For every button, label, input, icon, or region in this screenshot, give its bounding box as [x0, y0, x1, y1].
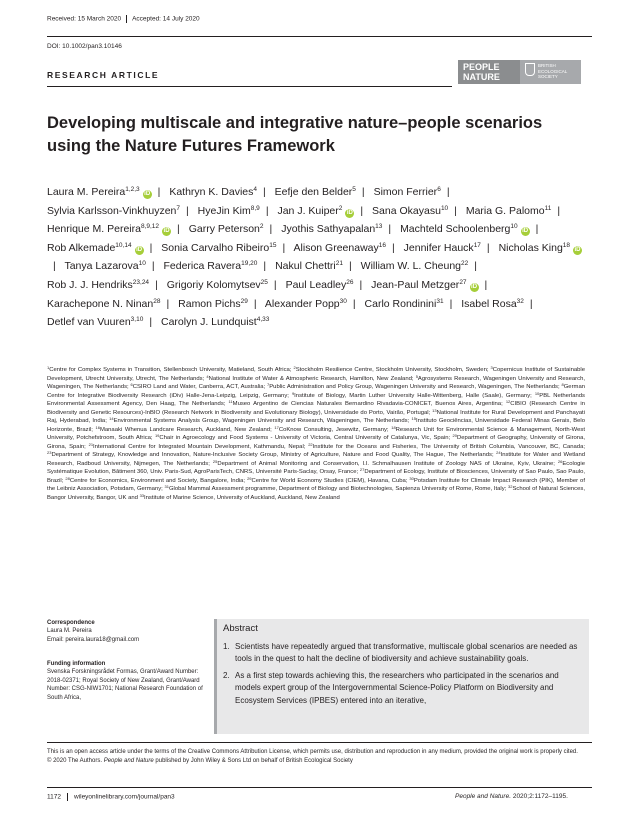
- funding-block: [47, 660, 207, 702]
- abstract-item-text: Scientists have repeatedly argued that transformative, multiscale global scenarios are needed as tools in the quest to halt the decline of biodiversity and achieve sustainability goals.: [235, 642, 578, 664]
- affiliation-text: Museo Argentino de Ciencias Naturales Bernardino Rivadavia-CONICET, Buenos Aires, Argentina;: [232, 401, 506, 407]
- abstract-item-text: As a first step towards achieving this, the researchers who participated in the scenarios and models expert group of the Intergovernmental Science-Policy Platform on Biodiversity and Ecosystem Services (IPBES) entered into an iterative,: [235, 670, 559, 705]
- author-name-text: William W. L. Cheung: [360, 260, 462, 273]
- author-separator: |: [454, 204, 457, 217]
- affiliation-text: Stockholm Resilience Centre, Stockholm University, Stockholm, Sweden;: [295, 367, 491, 373]
- affiliation-text: National Institute of Water & Atmospheric Research, Hamilton, New Zealand;: [208, 375, 416, 382]
- society-shield-icon: [525, 63, 535, 76]
- abstract-item: [223, 670, 583, 707]
- affiliation-number: 23: [47, 450, 52, 455]
- author-name-text: Maria G. Palomo: [465, 204, 545, 217]
- author-affiliation-ref: 13: [375, 223, 383, 231]
- author-name: [365, 298, 444, 310]
- author-affiliation-ref: 10,14: [115, 241, 132, 249]
- author-separator: |: [269, 223, 273, 236]
- author-name-text: Grigoriy Kolomytsev: [166, 278, 261, 291]
- author-separator: |: [253, 297, 257, 310]
- affiliation-number: 29: [247, 475, 252, 481]
- affiliation-number: 15: [411, 416, 416, 421]
- author-affiliation-ref: 3,10: [130, 316, 144, 324]
- author-affiliation-ref: 8,9,12: [140, 223, 160, 231]
- author-list: [47, 183, 592, 332]
- abstract-item: [223, 641, 583, 666]
- header-rule: [47, 36, 592, 37]
- author-name-text: Sana Okayasu: [372, 204, 441, 217]
- society-logo: [520, 60, 581, 84]
- author-name: [47, 186, 152, 198]
- author-affiliation-ref: 10: [440, 204, 449, 212]
- author-name-text: Carlo Rondinini: [364, 297, 437, 310]
- correspondence-name: Laura M. Pereira: [47, 628, 92, 635]
- header-separator: [126, 15, 127, 23]
- author-name-text: Jean-Paul Metzger: [371, 278, 460, 291]
- author-affiliation-ref: 4: [253, 186, 257, 193]
- orcid-icon[interactable]: iD: [471, 283, 478, 290]
- affiliation-text: Department of Animal Monitoring and Conservation, I.I. Schmalhausen Institute of Zoology NAS of Ukraine, Kyiv, Ukraine;: [217, 460, 558, 467]
- affiliation-text: Institute for Water and Wetland Research, Radboud University, Nijmegen, The Netherlands;: [47, 452, 586, 467]
- abstract-heading: Abstract: [223, 623, 258, 634]
- affiliation-text: Environmental Systems Analysis Group, Wageningen University and Research, Wageningen, The Netherlands;: [113, 418, 412, 424]
- affiliation-text: Manaaki Whenua Landcare Research, Auckland, New Zealand;: [99, 426, 275, 433]
- section-rule: [47, 86, 452, 87]
- author-separator: |: [273, 278, 277, 291]
- journal-logo-wordmark: PEOPLE NATURE: [458, 60, 520, 84]
- author-name: [499, 242, 582, 254]
- author-separator: |: [449, 297, 453, 310]
- author-name-text: Nakul Chettri: [275, 260, 336, 273]
- author-affiliation-ref: 19,20: [241, 260, 258, 268]
- author-separator: |: [557, 204, 561, 217]
- affiliation-text: International Centre for Integrated Mountain Development, Kathmandu, Nepal;: [93, 443, 309, 450]
- author-name: [178, 298, 248, 310]
- correspondence-heading: Correspondence: [47, 620, 95, 626]
- author-separator: |: [263, 260, 267, 273]
- author-affiliation-ref: 31: [436, 297, 444, 305]
- author-separator: |: [149, 241, 153, 254]
- author-name-text: Carolyn J. Lundquist: [160, 316, 257, 329]
- affiliation-number: 12: [505, 399, 511, 404]
- article-title: Developing multiscale and integrative nature–people scenarios using the Nature Futures Framework: [47, 114, 543, 155]
- author-name-text: Paul Leadley: [285, 278, 347, 291]
- affiliation-number: 17: [274, 424, 279, 430]
- affiliation-number: 14: [109, 416, 114, 421]
- author-separator: |: [282, 241, 286, 254]
- correspondence-email[interactable]: Email: pereira.laura18@gmail.com: [47, 636, 140, 643]
- author-separator: |: [151, 260, 155, 273]
- author-name: [198, 205, 260, 217]
- correspondence-block: [47, 619, 207, 644]
- author-name: [286, 279, 354, 291]
- author-affiliation-ref: 29: [240, 297, 248, 305]
- affiliation-number: 28: [65, 475, 70, 481]
- affiliation-number: 10: [534, 390, 540, 396]
- author-affiliation-ref: 7: [176, 204, 180, 212]
- orcid-icon[interactable]: iD: [136, 246, 143, 253]
- author-separator: |: [391, 241, 395, 254]
- author-name: [372, 205, 448, 217]
- affiliation-text: Department of Geography, University of Girona, Girona, Spain;: [47, 435, 585, 450]
- affiliation-text: Department of Ecology, Institute of Biosciences, University of Sao Paulo, Sao Paulo, Brazil;: [47, 469, 585, 484]
- author-name-text: Isabel Rosa: [461, 297, 517, 310]
- affiliation-text: Ecologie Systématique Evolution, Bâtiment 360, Univ. Paris-Sud, AgroParisTech, CNRS, Université Paris-Saclay, Orsay, France;: [47, 460, 585, 475]
- footer-separator: [67, 793, 68, 801]
- affiliation-text: Research Unit for Environmental Science & Management, North-West University, Potchefstroom, South Africa;: [47, 426, 585, 441]
- affiliation-text: Potsdam Institute for Climate Impact Research (PIK), Member of the Leibniz Association, Potsdam, Germany;: [47, 477, 585, 492]
- author-name-text: Alexander Popp: [264, 297, 340, 310]
- author-separator: |: [361, 186, 365, 198]
- license-rule: [47, 742, 592, 743]
- footer-left: [47, 793, 175, 801]
- author-separator: |: [352, 297, 356, 310]
- affiliation-number: 27: [359, 467, 365, 472]
- author-name: [169, 186, 257, 198]
- author-affiliation-ref: 8,9: [250, 204, 260, 212]
- author-name-text: Detlef van Vuuren: [47, 316, 131, 329]
- footer-journal: People and Nature.: [455, 793, 512, 800]
- author-affiliation-ref: 6: [437, 186, 441, 193]
- submission-dates: [47, 15, 200, 23]
- affiliation-number: 22: [308, 441, 313, 447]
- author-separator: |: [263, 186, 266, 198]
- affiliation-number: 11: [228, 399, 233, 404]
- affiliation-text: Public Administration and Policy Group, Wageningen University and Research, Wageningen, The Netherlands;: [269, 384, 562, 390]
- author-affiliation-ref: 18: [562, 241, 571, 249]
- affiliation-text: Centre for Complex Systems in Transition, Stellenbosch University, Matieland, South Africa;: [49, 367, 294, 373]
- author-affiliation-ref: 10: [510, 223, 518, 231]
- affiliation-number: 4: [206, 373, 209, 379]
- orcid-icon[interactable]: iD: [163, 228, 170, 235]
- author-separator: |: [53, 260, 56, 273]
- author-affiliation-ref: 22: [461, 260, 469, 268]
- society-logo-text: BRITISH ECOLOGICAL SOCIETY: [538, 63, 568, 79]
- author-name-text: Ramon Pichs: [178, 297, 241, 310]
- affiliation-text: Global Mammal Assessment programme, Department of Biology and Biotechnologies, Sapienza University of Rome, Rome, Italy;: [168, 486, 508, 492]
- author-separator: |: [265, 204, 269, 217]
- author-separator: |: [177, 223, 180, 236]
- author-name: [64, 260, 145, 272]
- copyright-prefix: © 2020 The Authors.: [47, 757, 103, 764]
- author-name: [161, 242, 276, 254]
- author-affiliation-ref: 25: [260, 278, 268, 286]
- affiliation-number: 26: [557, 458, 563, 464]
- author-affiliation-ref: 17: [473, 241, 481, 249]
- doi[interactable]: DOI: 10.1002/pan3.10146: [47, 43, 122, 50]
- author-separator: |: [486, 241, 490, 254]
- author-name-text: Garry Peterson: [188, 223, 260, 236]
- affiliation-text: CoKnow Consulting, Jesewitz, Germany;: [278, 426, 392, 433]
- affiliation-number: 25: [212, 458, 218, 464]
- author-name: [167, 279, 268, 291]
- affiliation-text: Centre for World Economy Studies (CIEM), Havana, Cuba;: [251, 477, 410, 484]
- affiliation-text: School of Natural Sciences, Bangor University, Bangor, UK and: [47, 486, 585, 501]
- author-name-text: HyeJin Kim: [197, 204, 251, 217]
- journal-url[interactable]: wileyonlinelibrary.com/journal/pan3: [73, 793, 175, 801]
- abstract-item-number: 2.: [223, 670, 230, 680]
- author-separator: |: [474, 260, 477, 273]
- author-name-text: Laura M. Pereira: [47, 186, 126, 198]
- affiliation-number: 13: [432, 407, 437, 413]
- author-name: [294, 242, 386, 254]
- abstract-item-number: 1.: [223, 642, 230, 651]
- copyright-suffix: published by John Wiley & Sons Ltd on behalf of British Ecological Society: [155, 757, 353, 764]
- author-name-text: Rob Alkemade: [47, 241, 116, 254]
- footer-volume: 2020;2:1172–1195.: [512, 793, 568, 800]
- author-separator: |: [388, 223, 392, 236]
- journal-logo: [458, 60, 581, 84]
- affiliation-text: Institute of Biology, Martin Luther University Halle-Wittenberg, Halle (Saale), Germany;: [294, 392, 535, 399]
- author-affiliation-ref: 27: [459, 278, 467, 286]
- author-name-text: Sylvia Karlsson-Vinkhuyzen: [47, 204, 177, 217]
- author-name-text: Rob J. J. Hendriks: [47, 278, 133, 291]
- author-name-text: Machteld Schoolenberg: [400, 223, 511, 236]
- affiliation-number: 24: [496, 450, 501, 455]
- copyright-line: [47, 757, 592, 766]
- author-name: [161, 316, 269, 328]
- author-name: [374, 186, 441, 198]
- footer-rule: [47, 787, 592, 788]
- author-name: [47, 205, 180, 217]
- author-name-text: Henrique M. Pereira: [47, 223, 141, 236]
- affiliation-text: Chair in Agroecology and Food Systems - University of Victoria, Central University of Catalunya, Vic, Spain;: [159, 435, 453, 441]
- abstract-panel: [214, 619, 589, 734]
- author-separator: |: [359, 278, 363, 291]
- author-separator: |: [349, 260, 352, 273]
- copyright-journal: People and Nature: [103, 757, 154, 764]
- author-separator: |: [529, 297, 533, 310]
- author-name: [400, 223, 530, 235]
- author-name: [275, 186, 356, 198]
- affiliation-text: Centre for Economics, Environment and Society, Bangalore, India;: [69, 477, 248, 484]
- author-name-text: Federica Ravera: [163, 260, 242, 273]
- author-affiliation-ref: 21: [335, 260, 343, 268]
- author-affiliation-ref: 15: [269, 241, 277, 249]
- author-name-text: Jyothis Sathyapalan: [281, 223, 376, 236]
- author-name: [265, 298, 347, 310]
- author-affiliation-ref: 32: [516, 297, 524, 305]
- author-separator: |: [149, 316, 153, 329]
- author-name: [47, 316, 143, 328]
- author-name-text: Jennifer Hauck: [403, 241, 474, 254]
- author-separator: |: [360, 204, 364, 217]
- author-name: [275, 260, 343, 272]
- affiliation-text: Institute for the Oceans and Fisheries, The University of British Columbia, Vancouver, BC, Canada;: [312, 443, 585, 450]
- author-separator: |: [186, 204, 189, 217]
- affiliation-text: Agrosystems Research, Wageningen University and Research, Wageningen, The Netherlands;: [47, 375, 586, 390]
- affiliation-text: PBL Netherlands Environmental Assessment Agency, Den Haag, The Netherlands;: [47, 392, 585, 407]
- author-name: [277, 205, 354, 217]
- abstract-list: [223, 641, 583, 711]
- author-name-text: Kathryn K. Davies: [169, 186, 254, 198]
- orcid-icon[interactable]: iD: [522, 228, 529, 235]
- affiliation-number: 18: [391, 424, 396, 430]
- author-affiliation-ref: 28: [153, 297, 161, 305]
- author-name-text: Simon Ferrier: [373, 186, 438, 198]
- affiliation-text: Copernicus Institute of Sustainable Development, Utrecht University, Utrecht, The Netherlands;: [47, 367, 585, 382]
- author-separator: |: [155, 278, 158, 291]
- author-name: [189, 223, 264, 235]
- license-text: This is an open access article under the terms of the Creative Commons Attribution License, which permits use, distribution and reproduction in any medium, provided the original work is properly cited.: [47, 749, 578, 755]
- affiliation-number: 3: [490, 365, 493, 370]
- author-affiliation-ref: 30: [339, 297, 347, 305]
- affiliation-text: Department of Strategy, Knowledge and Innovation, Nature-Inclusive Society Group, Ministry of Agriculture, Nature and Food Quality, The Hague, The Netherlands;: [51, 452, 497, 458]
- author-name: [47, 223, 171, 235]
- author-name-text: Jan J. Kuiper: [277, 204, 339, 217]
- affiliation-number: 2: [293, 365, 296, 370]
- author-affiliation-ref: 16: [378, 241, 386, 249]
- affiliation-number: 32: [508, 484, 513, 489]
- accepted-date: Accepted: 14 July 2020: [132, 15, 200, 23]
- orcid-icon[interactable]: iD: [346, 209, 353, 216]
- affiliation-text: German Centre for Integrative Biodiversity Research (iDiv) Halle-Jena-Leipzig, Leipzig, Germany;: [47, 384, 585, 399]
- author-name-text: Nicholas King: [498, 241, 563, 254]
- author-affiliation-ref: 2: [259, 223, 264, 231]
- affiliation-number: 16: [95, 424, 100, 430]
- author-name-text: Karachepone N. Ninan: [47, 297, 154, 310]
- orcid-icon[interactable]: iD: [574, 246, 581, 253]
- affiliation-text: Institute of Marine Science, University of Auckland, Auckland, New Zealand: [144, 494, 340, 501]
- affiliation-text: National Institute for Rural Development and Panchayati Raj, Hyderabad, India;: [47, 409, 585, 424]
- author-separator: |: [166, 297, 170, 310]
- author-name: [461, 298, 524, 310]
- author-name: [371, 279, 478, 291]
- affiliations: [47, 366, 585, 502]
- affiliation-number: 1: [47, 365, 50, 370]
- page-number: 1172: [47, 793, 61, 801]
- affiliation-number: 33: [139, 492, 145, 498]
- affiliation-number: 19: [154, 433, 160, 438]
- author-affiliation-ref: 10: [138, 260, 146, 268]
- author-name: [47, 242, 144, 254]
- author-affiliation-ref: 26: [346, 278, 354, 286]
- author-name-text: Tanya Lazarova: [64, 260, 139, 273]
- received-date: Received: 15 March 2020: [47, 15, 122, 23]
- orcid-icon[interactable]: iD: [144, 191, 151, 197]
- footer-citation: [455, 793, 568, 800]
- funding-text: Svenska Forskningsrådet Formas, Grant/Award Number: 2018-02371; Royal Society of New Zealand, Grant/Award Number: CSG-NIW1701; National Research Foundation of South Africa,: [47, 669, 203, 701]
- author-name-text: Eefje den Belder: [274, 186, 353, 198]
- affiliation-number: 21: [88, 441, 94, 447]
- author-separator: |: [535, 223, 539, 236]
- author-separator: |: [157, 186, 161, 198]
- author-name: [164, 260, 258, 272]
- author-name-text: Alison Greenaway: [293, 241, 379, 254]
- affiliation-number: 31: [164, 484, 169, 489]
- author-affiliation-ref: 4,33: [256, 316, 270, 324]
- affiliation-number: 20: [452, 433, 457, 438]
- author-name: [404, 242, 481, 254]
- affiliation-number: 6: [130, 382, 133, 387]
- affiliation-text: CIBIO (Research Centre in Biodiversity and Genetic Resources)-InBIO (Research Network in Biodiversity and Evolutionary Biology), Universidade do Porto, Vairão, Portugal;: [47, 401, 585, 416]
- affiliation-number: 5: [415, 373, 418, 379]
- affiliation-number: 30: [409, 475, 414, 481]
- author-name: [47, 298, 160, 310]
- author-affiliation-ref: 23,24: [132, 278, 150, 286]
- author-name: [361, 260, 469, 272]
- author-name: [466, 205, 552, 217]
- affiliation-text: Instituto Geociências, Universidade Federal Minas Gerais, Belo Horizonte, Brazil;: [47, 418, 586, 433]
- funding-heading: Funding information: [47, 661, 106, 667]
- affiliation-number: 8: [561, 382, 564, 387]
- author-affiliation-ref: 5: [352, 186, 356, 193]
- author-separator: |: [484, 278, 488, 291]
- author-affiliation-ref: 1,2,3: [125, 186, 140, 193]
- article-type-label: RESEARCH ARTICLE: [47, 70, 160, 80]
- author-name: [281, 223, 382, 235]
- author-name: [47, 279, 149, 291]
- author-affiliation-ref: 2: [338, 204, 343, 212]
- affiliation-number: 9: [291, 390, 295, 396]
- license-block: [47, 748, 592, 765]
- author-separator: |: [446, 186, 450, 198]
- affiliation-number: 7: [267, 382, 270, 387]
- author-name-text: Sonia Carvalho Ribeiro: [161, 241, 270, 254]
- author-affiliation-ref: 11: [544, 204, 552, 212]
- affiliation-text: CSIRO Land and Water, Canberra, ACT, Australia;: [132, 384, 268, 390]
